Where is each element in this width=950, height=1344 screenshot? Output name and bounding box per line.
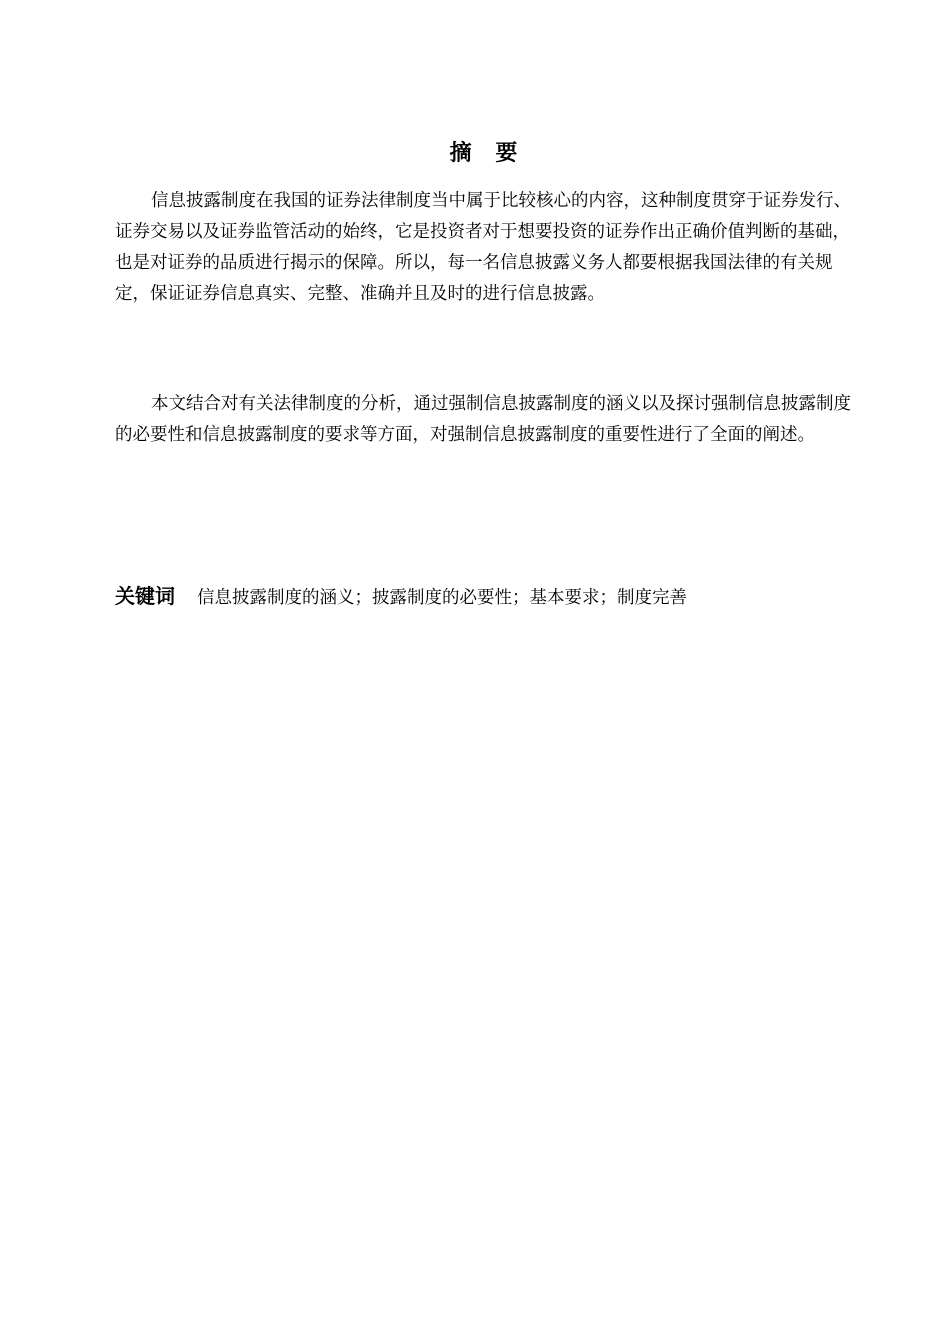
abstract-paragraph-1: 信息披露制度在我国的证券法律制度当中属于比较核心的内容，这种制度贯穿于证券发行、证券交易以及证券监管活动的始终，它是投资者对于想要投资的证券作出正确价值判断的基础，也是对证券的品质进行揭示的保障。所以，每一名信息披露义务人都要根据我国法律的有关规定，保证证券信息真实、完整、准确并且及时的进行信息披露。 (115, 191, 851, 304)
keywords-line (115, 580, 860, 609)
keywords-label: 关键词 (115, 584, 175, 608)
abstract-paragraph-2: 本文结合对有关法律制度的分析，通过强制信息披露制度的涵义以及探讨强制信息披露制度的必要性和信息披露制度的要求等方面，对强制信息披露制度的重要性进行了全面的阐述。 (115, 394, 851, 445)
abstract-title: 摘 要 (449, 141, 526, 166)
keywords-text: 信息披露制度的涵义；披露制度的必要性；基本要求；制度完善 (197, 588, 687, 608)
